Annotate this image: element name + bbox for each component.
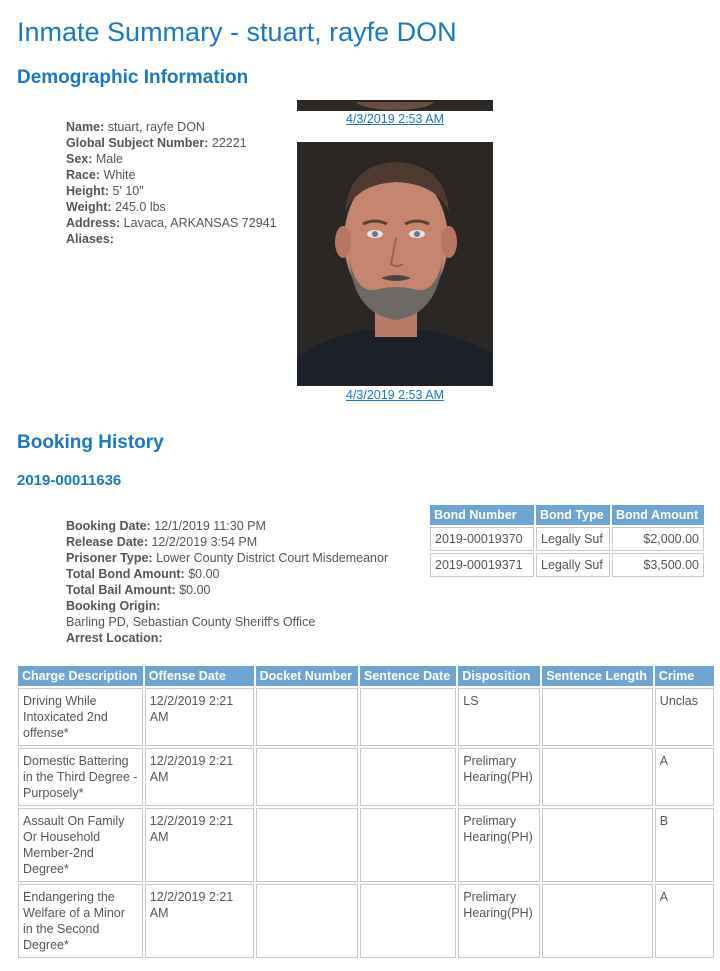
docket-number — [256, 884, 358, 958]
disposition: Prelimary Hearing(PH) — [458, 884, 540, 958]
bond-header-amount[interactable]: Bond Amount — [612, 505, 704, 525]
sentence-length — [542, 688, 653, 746]
sentence-date — [360, 748, 456, 806]
charge-description: Domestic Battering in the Third Degree - Purposely* — [18, 748, 143, 806]
booking-number: 2019-00011636 — [17, 472, 122, 489]
table-row — [18, 688, 714, 746]
bond-amount: $3,500.00 — [612, 553, 704, 577]
field-name: Name: stuart, rayfe DON — [66, 120, 205, 134]
bond-type: Legally Suf — [536, 527, 610, 551]
charges-header-docket-number[interactable]: Docket Number — [256, 666, 358, 686]
crime-class: A — [655, 748, 714, 806]
bond-number: 2019-00019371 — [430, 553, 534, 577]
docket-number — [256, 748, 358, 806]
field-aliases: Aliases: — [66, 232, 114, 246]
page-title: Inmate Summary - stuart, rayfe DON — [17, 17, 457, 47]
field-race: Race: White — [66, 168, 136, 182]
crime-class: B — [655, 808, 714, 882]
field-address: Address: Lavaca, ARKANSAS 72941 — [66, 216, 277, 230]
crime-class: A — [655, 884, 714, 958]
charges-header-row — [18, 666, 714, 686]
charge-description: Assault On Family Or Household Member-2nd Degree* — [18, 808, 143, 882]
bond-header-number[interactable]: Bond Number — [430, 505, 534, 525]
field-total-bond-amount: Total Bond Amount: $0.00 — [66, 567, 220, 581]
charges-header-description[interactable]: Charge Description — [18, 666, 143, 686]
crime-class: Unclas — [655, 688, 714, 746]
table-row — [18, 884, 714, 958]
charge-description: Driving While Intoxicated 2nd offense* — [18, 688, 143, 746]
field-booking-origin: Booking Origin: — [66, 599, 161, 613]
bond-header-type[interactable]: Bond Type — [536, 505, 610, 525]
field-sex: Sex: Male — [66, 152, 123, 166]
sentence-date — [360, 884, 456, 958]
table-row — [18, 808, 714, 882]
charges-header-offense-date[interactable]: Offense Date — [145, 666, 254, 686]
field-arrest-location: Arrest Location: — [66, 631, 163, 645]
sentence-length — [542, 808, 653, 882]
disposition: Prelimary Hearing(PH) — [458, 808, 540, 882]
offense-date: 12/2/2019 2:21 AM — [145, 688, 254, 746]
photo-2-date-link[interactable]: 4/3/2019 2:53 AM — [346, 388, 444, 402]
offense-date: 12/2/2019 2:21 AM — [145, 808, 254, 882]
table-row — [18, 748, 714, 806]
bond-amount: $2,000.00 — [612, 527, 704, 551]
field-booking-date: Booking Date: 12/1/2019 11:30 PM — [66, 519, 266, 533]
offense-date: 12/2/2019 2:21 AM — [145, 884, 254, 958]
charges-header-sentence-date[interactable]: Sentence Date — [360, 666, 456, 686]
charges-header-crime[interactable]: Crime — [655, 666, 714, 686]
field-weight: Weight: 245.0 lbs — [66, 200, 166, 214]
charges-header-sentence-length[interactable]: Sentence Length — [542, 666, 653, 686]
charges-header-disposition[interactable]: Disposition — [458, 666, 540, 686]
charge-description: Endangering the Welfare of a Minor in the Second Degree* — [18, 884, 143, 958]
field-global-subject-number: Global Subject Number: 22221 — [66, 136, 247, 150]
disposition: Prelimary Hearing(PH) — [458, 748, 540, 806]
sentence-date — [360, 688, 456, 746]
offense-date: 12/2/2019 2:21 AM — [145, 748, 254, 806]
bond-type: Legally Suf — [536, 553, 610, 577]
demographic-heading: Demographic Information — [17, 67, 249, 88]
docket-number — [256, 688, 358, 746]
field-release-date: Release Date: 12/2/2019 3:54 PM — [66, 535, 258, 549]
sentence-date — [360, 808, 456, 882]
disposition: LS — [458, 688, 540, 746]
docket-number — [256, 808, 358, 882]
photo-1-date-link[interactable]: 4/3/2019 2:53 AM — [346, 112, 444, 126]
sentence-length — [542, 884, 653, 958]
booking-history-heading: Booking History — [17, 432, 164, 453]
bond-number: 2019-00019370 — [430, 527, 534, 551]
field-prisoner-type: Prisoner Type: Lower County District Court Misdemeanor — [66, 551, 389, 565]
sentence-length — [542, 748, 653, 806]
booking-origin-value: Barling PD, Sebastian County Sheriff's Office — [66, 615, 316, 629]
field-total-bail-amount: Total Bail Amount: $0.00 — [66, 583, 211, 597]
charges-table — [16, 664, 716, 960]
field-height: Height: 5' 10" — [66, 184, 144, 198]
